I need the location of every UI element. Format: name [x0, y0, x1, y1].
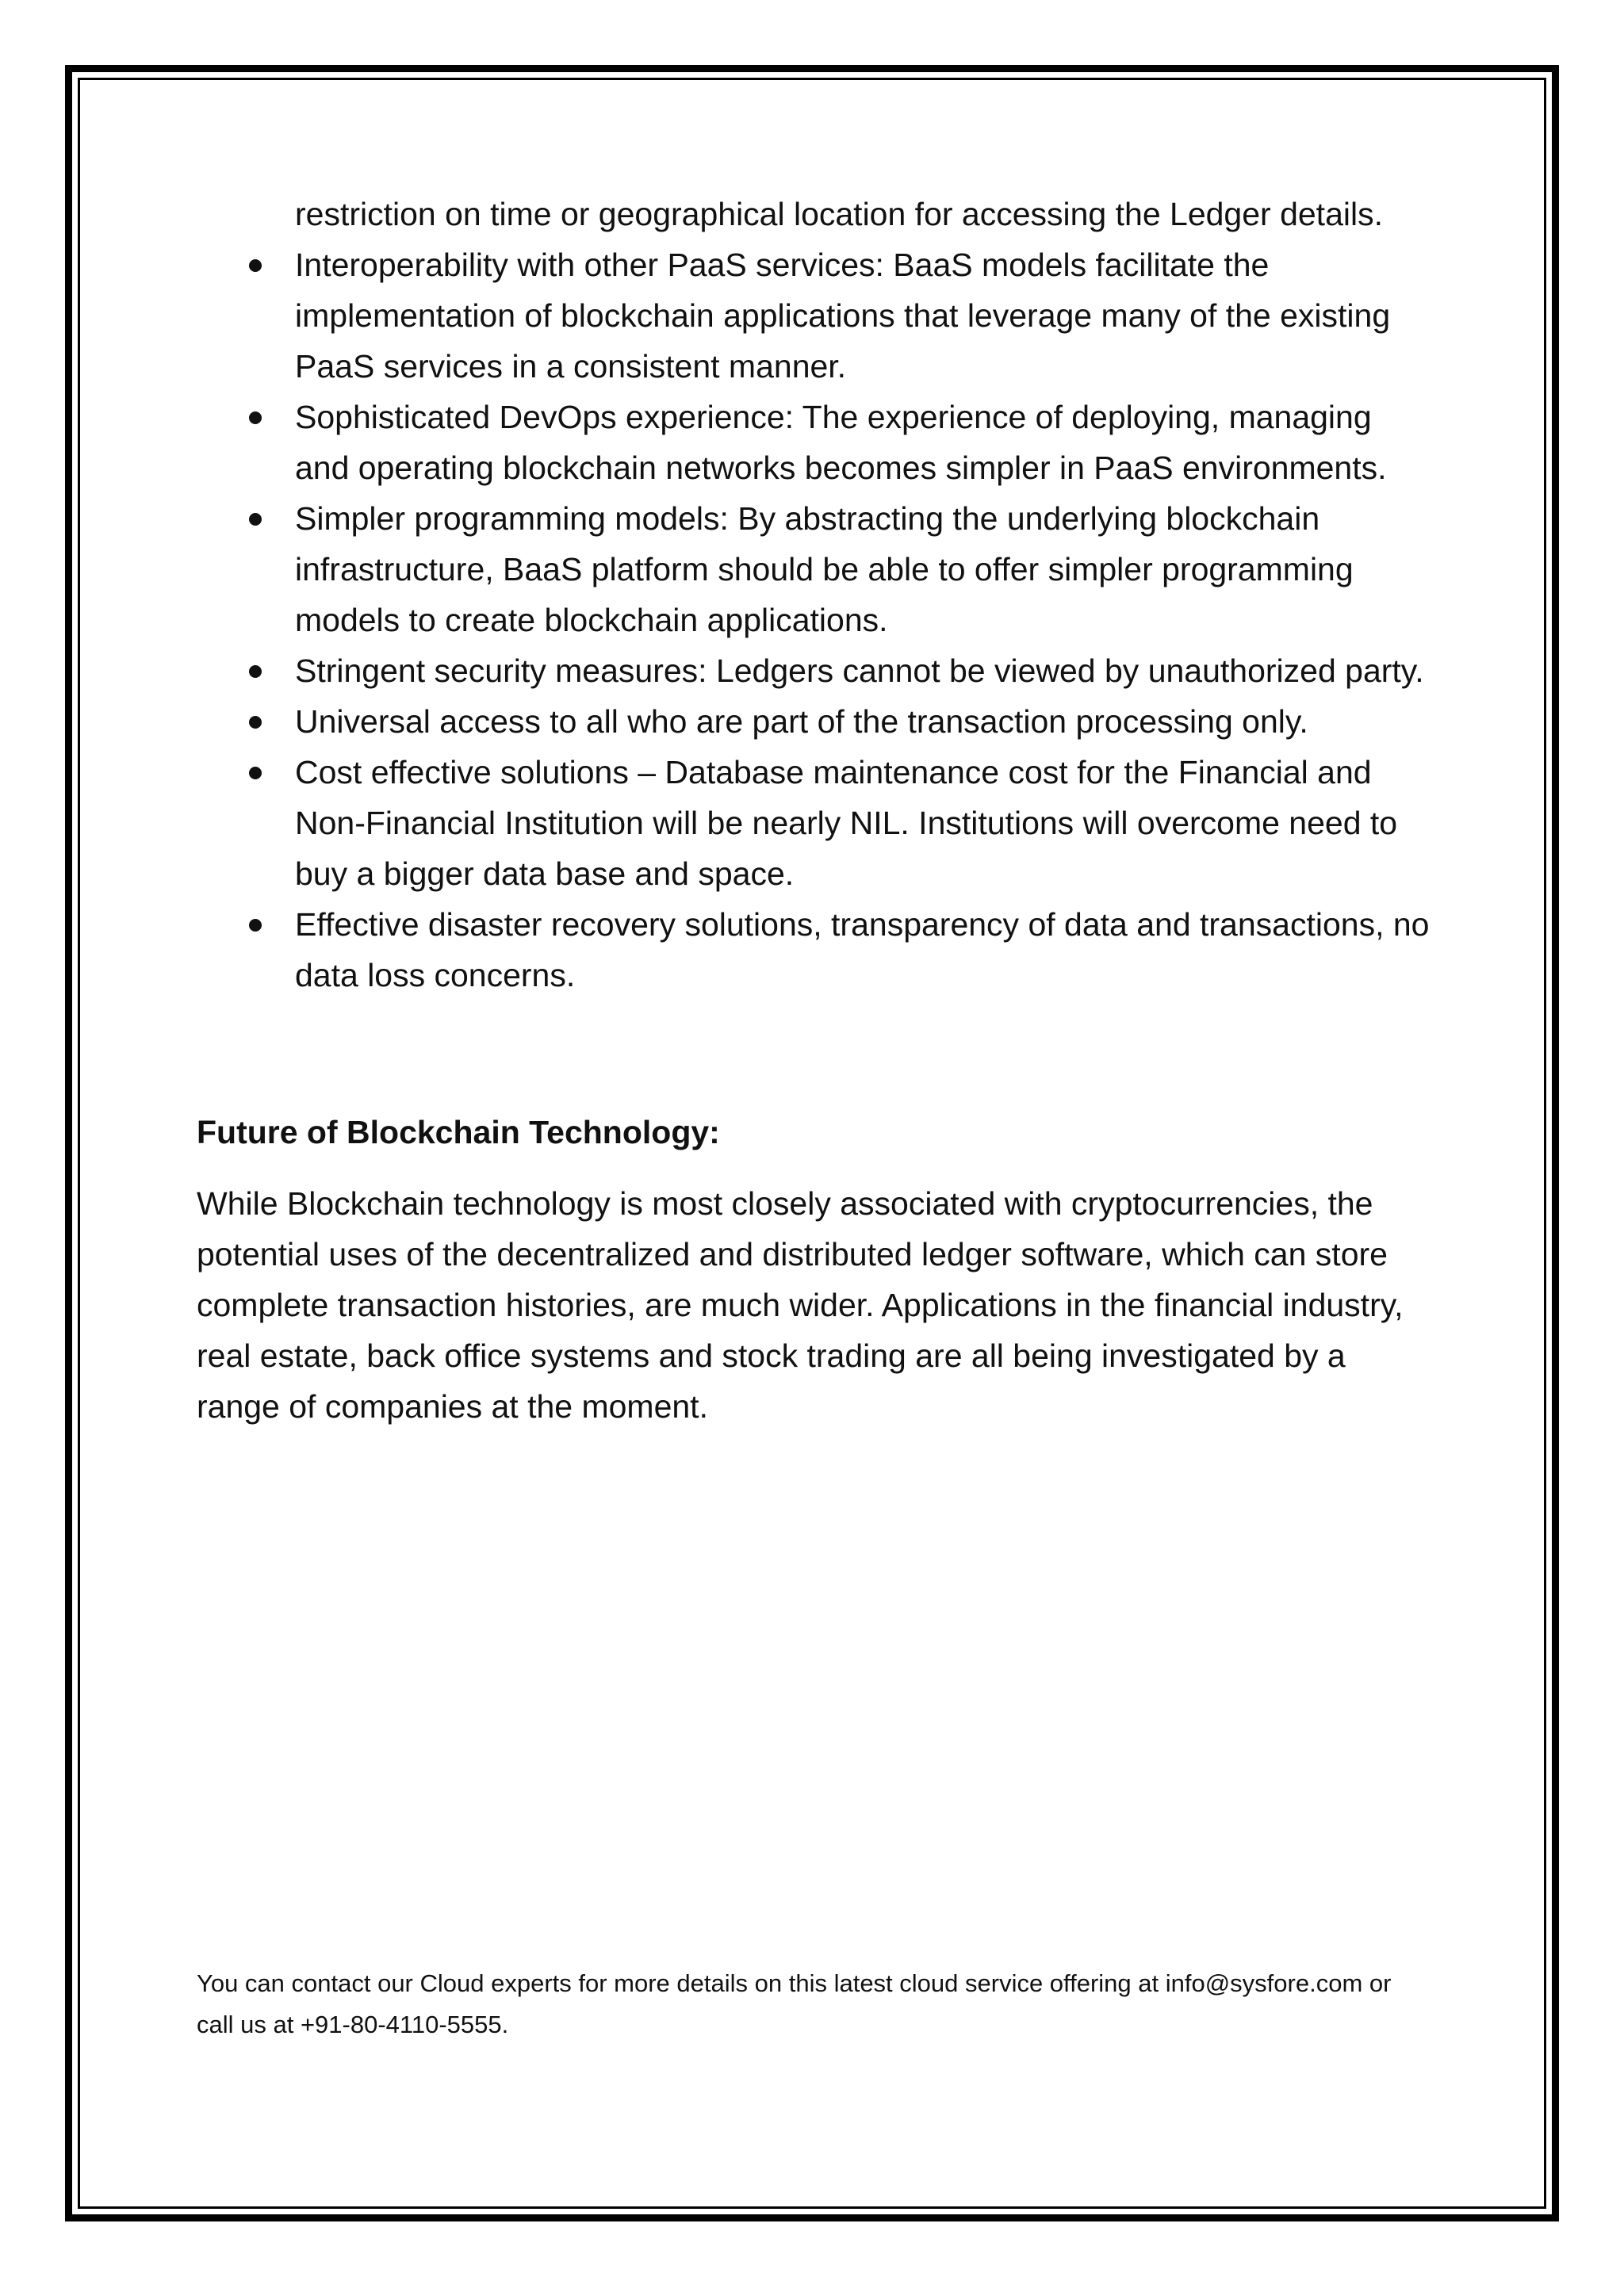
list-item-text: Simpler programming models: By abstracting the underlying blockchain infrastructure, BaaS platform should be able to offer simpler programming models to create blockchain applications.: [295, 500, 1354, 638]
list-item-text: Stringent security measures: Ledgers cannot be viewed by unauthorized party.: [295, 652, 1424, 689]
list-item: [197, 493, 1434, 645]
list-item-text: Cost effective solutions – Database maintenance cost for the Financial and Non-Financial Institution will be nearly NIL. Institutions will overcome need to buy a bigger data base and space.: [295, 754, 1398, 892]
bullet-icon: [249, 259, 262, 272]
document-body: [197, 189, 1434, 1432]
list-item: [197, 696, 1434, 747]
list-item: [197, 645, 1434, 696]
bullet-icon: [249, 665, 262, 678]
list-item: [197, 392, 1434, 493]
bullet-icon: [249, 411, 262, 424]
section-paragraph: While Blockchain technology is most closely associated with cryptocurrencies, the potential uses of the decentralized and distributed ledger software, which can store complete transaction histories, are much wider. Applications in the financial industry, real estate, back office systems and stock trading are all being investigated by a range of companies at the moment.: [197, 1185, 1404, 1425]
list-item: [197, 747, 1434, 899]
list-item: [197, 899, 1434, 1001]
bullet-icon: [249, 919, 262, 932]
section-heading: Future of Blockchain Technology:: [197, 1114, 720, 1150]
list-item-text: Effective disaster recovery solutions, transparency of data and transactions, no data loss concerns.: [295, 906, 1430, 993]
list-item: [197, 239, 1434, 392]
bullet-icon: [249, 716, 262, 729]
list-item-text: Interoperability with other PaaS services: BaaS models facilitate the implementation of blockchain applications that leverage many of the existing PaaS services in a consistent manner.: [295, 247, 1391, 385]
bullet-icon: [249, 767, 262, 779]
benefits-list: [197, 239, 1434, 1001]
contact-footer: You can contact our Cloud experts for more details on this latest cloud service offering at info@sysfore.com or call us at +91-80-4110-5555.: [197, 1969, 1392, 2038]
list-item-text: Universal access to all who are part of the transaction processing only.: [295, 703, 1308, 740]
continuation-text: restriction on time or geographical location for accessing the Ledger details.: [295, 196, 1383, 232]
bullet-icon: [249, 513, 262, 526]
list-item-text: Sophisticated DevOps experience: The experience of deploying, managing and operating blockchain networks becomes simpler in PaaS environments.: [295, 399, 1387, 486]
